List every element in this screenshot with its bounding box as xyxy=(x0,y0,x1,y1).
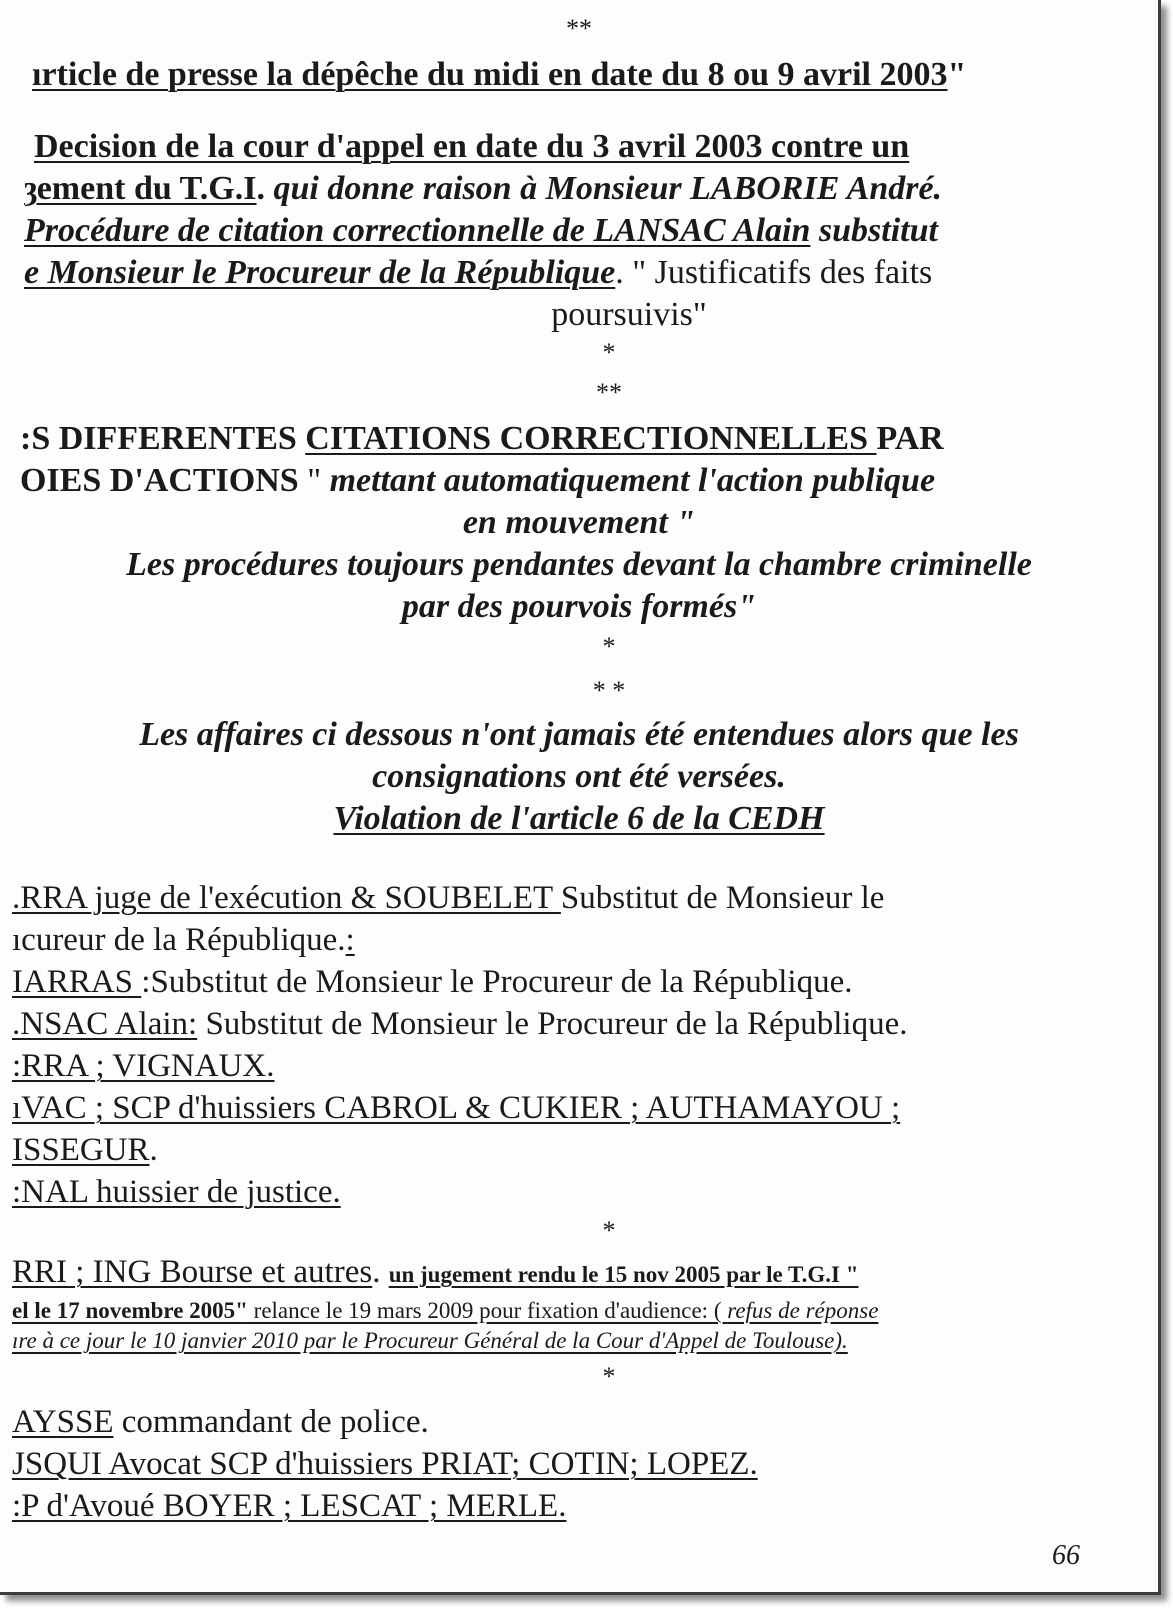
separator-stars: ** xyxy=(566,14,592,43)
case-list-item: :RRA ; VIGNAUX. xyxy=(12,1048,275,1084)
decision-line-4: e Monsieur le Procureur de la République. " Justificatifs des faits xyxy=(24,254,933,291)
case-list-item: ıcureur de la République.: xyxy=(12,922,355,958)
affairs-intro-line-2: consignations ont été versées. xyxy=(372,758,786,795)
separator-stars: * xyxy=(602,632,616,661)
case-list-item: .NSAC Alain: Substitut de Monsieur le Procureur de la République. xyxy=(12,1006,908,1042)
separator-stars: * xyxy=(602,338,616,367)
decision-line-5: poursuivis" xyxy=(551,296,707,333)
press-article-text: ırticle de presse la dépêche du midi en date du 8 ou 9 avril 2003 xyxy=(32,56,948,93)
case-list-item: JSQUI Avocat SCP d'huissiers PRIAT; COTIN; LOPEZ. xyxy=(12,1446,758,1482)
separator-stars: * * xyxy=(592,676,626,705)
case-list-item: .RRA juge de l'exécution & SOUBELET Substitut de Monsieur le xyxy=(12,880,885,916)
separator-stars: ** xyxy=(596,378,622,407)
case-list-item: :P d'Avoué BOYER ; LESCAT ; MERLE. xyxy=(12,1488,567,1524)
separator-stars: * xyxy=(602,1362,616,1391)
citations-line-3: en mouvement " xyxy=(462,504,696,541)
ing-bourse-case-line-3: ıre à ce jour le 10 janvier 2010 par le Procureur Général de la Cour d'Appel de Toulouse). xyxy=(12,1328,848,1353)
case-list-item: ıVAC ; SCP d'huissiers CABROL & CUKIER ; AUTHAMAYOU ; xyxy=(12,1090,901,1126)
separator-stars: * xyxy=(602,1216,616,1245)
case-list-item: :NAL huissier de justice. xyxy=(12,1174,341,1210)
decision-line-3: Procédure de citation correctionnelle de LANSAC Alain substitut xyxy=(24,212,938,249)
affairs-intro-line-1: Les affaires ci dessous n'ont jamais été entendues alors que les xyxy=(139,716,1019,753)
case-list-item: ISSEGUR. xyxy=(12,1132,158,1168)
case-list-item: AYSSE commandant de police. xyxy=(12,1404,429,1440)
pending-procedures-line-1: Les procédures toujours pendantes devant la chambre criminelle xyxy=(126,546,1032,583)
heading-citations: :S DIFFERENTES CITATIONS CORRECTIONNELLES PAR xyxy=(20,420,944,457)
pending-procedures-line-2: par des pourvois formés" xyxy=(401,588,757,625)
decision-line-2: ȝement du T.G.I. qui donne raison à Monsieur LABORIE André. xyxy=(24,170,943,207)
case-list-item: IARRAS :Substitut de Monsieur le Procureur de la République. xyxy=(12,964,853,1000)
violation-cedh: Violation de l'article 6 de la CEDH xyxy=(333,800,825,837)
ing-bourse-case: RRI ; ING Bourse et autres. un jugement rendu le 15 nov 2005 par le T.G.I " xyxy=(12,1254,859,1290)
heading-press-article: ırticle de presse la dépêche du midi en date du 8 ou 9 avril 2003" xyxy=(32,56,967,93)
citations-line-2: OIES D'ACTIONS " mettant automatiquement l'action publique xyxy=(20,462,936,499)
page-number: 66 xyxy=(1052,1540,1080,1571)
heading-decision: Decision de la cour d'appel en date du 3 avril 2003 contre un xyxy=(34,128,910,165)
ing-bourse-case-line-2: el le 17 novembre 2005" relance le 19 mars 2009 pour fixation d'audience: ( refus de réponse xyxy=(12,1298,879,1323)
